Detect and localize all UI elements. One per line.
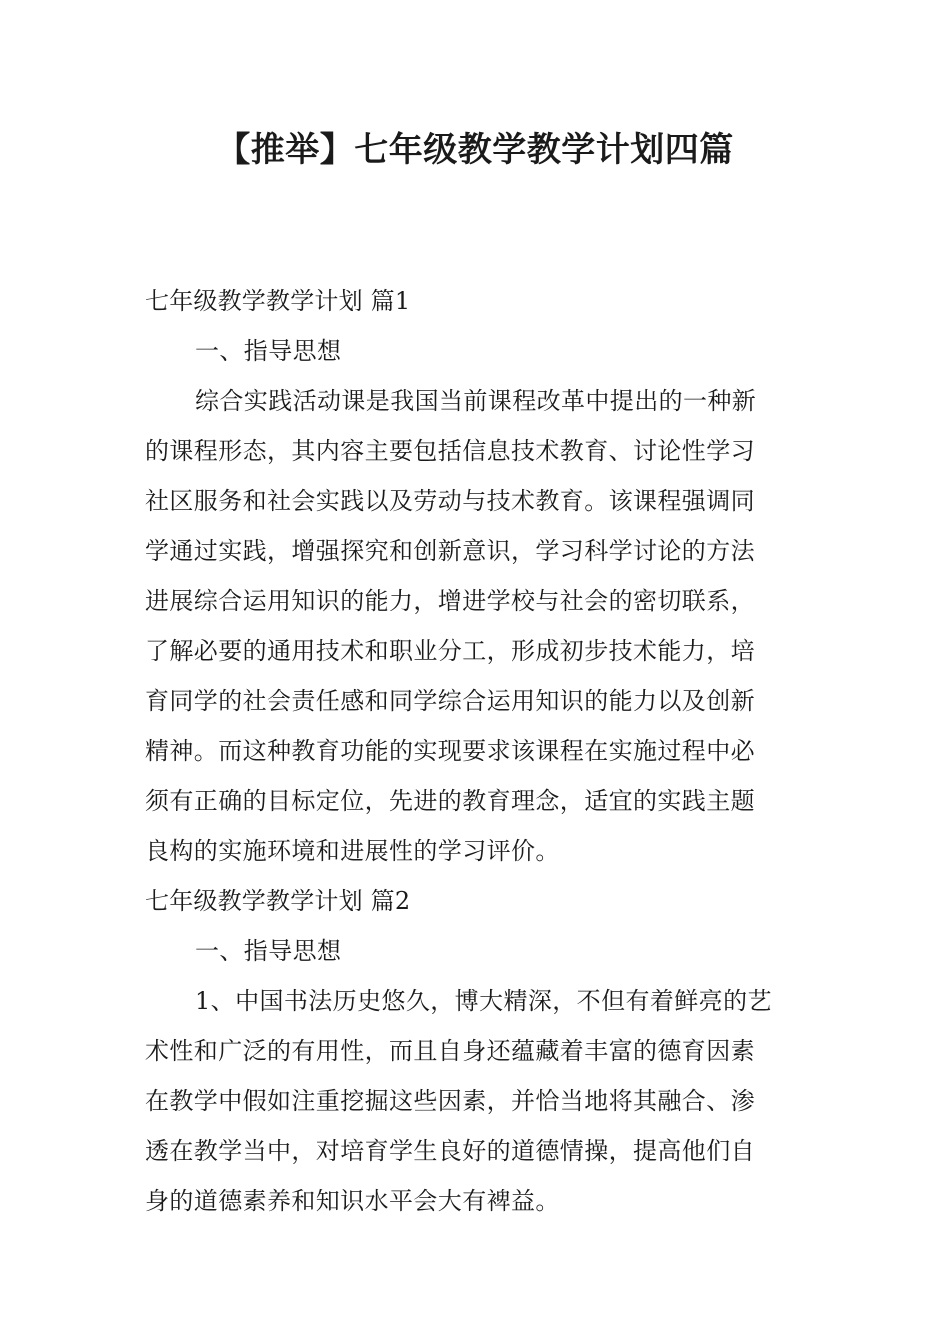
paragraph-line: 1、中国书法历史悠久，博大精深，不但有着鲜亮的艺	[195, 987, 772, 1015]
paragraph-line: 术性和广泛的有用性，而且自身还蕴藏着丰富的德育因素	[145, 1037, 755, 1065]
paragraph-line: 学通过实践，增强探究和创新意识，学习科学讨论的方法	[145, 537, 755, 565]
section-subheading: 一、指导思想	[195, 337, 342, 365]
section-heading: 七年级教学教学计划 篇1	[145, 287, 411, 315]
paragraph-line: 在教学中假如注重挖掘这些因素，并恰当地将其融合、渗	[145, 1087, 755, 1115]
paragraph-line: 须有正确的目标定位，先进的教育理念，适宜的实践主题	[145, 787, 755, 815]
paragraph-line: 良构的实施环境和进展性的学习评价。	[145, 837, 560, 865]
section-paragraph	[145, 976, 807, 1226]
section-paragraph	[145, 376, 807, 876]
paragraph-line: 透在教学当中，对培育学生良好的道德情操，提高他们自	[145, 1137, 755, 1165]
section-heading: 七年级教学教学计划 篇2	[145, 887, 411, 915]
paragraph-line: 综合实践活动课是我国当前课程改革中提出的一种新	[195, 387, 757, 415]
document-body	[145, 276, 807, 1226]
paragraph-line: 精神。而这种教育功能的实现要求该课程在实施过程中必	[145, 737, 755, 765]
paragraph-line: 社区服务和社会实践以及劳动与技术教育。该课程强调同	[145, 487, 755, 515]
paragraph-line: 了解必要的通用技术和职业分工，形成初步技术能力，培	[145, 637, 755, 665]
paragraph-line: 育同学的社会责任感和同学综合运用知识的能力以及创新	[145, 687, 755, 715]
document-title: 【推举】七年级教学教学计划四篇	[216, 130, 734, 170]
paragraph-line: 的课程形态，其内容主要包括信息技术教育、讨论性学习	[145, 437, 755, 465]
section-subheading: 一、指导思想	[195, 937, 342, 965]
paragraph-line: 进展综合运用知识的能力，增进学校与社会的密切联系，	[145, 587, 755, 615]
paragraph-line: 身的道德素养和知识水平会大有裨益。	[145, 1187, 560, 1215]
